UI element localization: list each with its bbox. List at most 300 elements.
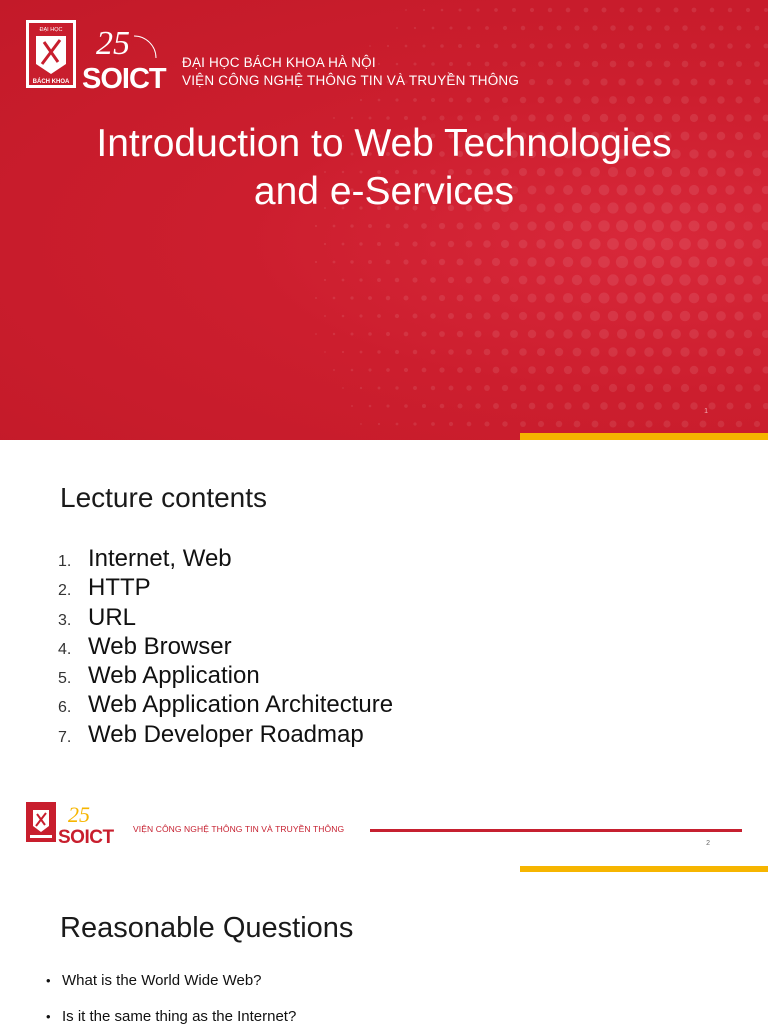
decoration-dot	[663, 96, 671, 104]
decoration-dot	[459, 9, 462, 12]
decoration-dot	[492, 294, 500, 302]
decoration-dot	[457, 331, 463, 337]
decoration-dot	[483, 312, 490, 319]
decoration-dot	[584, 8, 589, 13]
decoration-dot	[369, 405, 372, 408]
decoration-dot	[423, 9, 425, 11]
decoration-dot	[645, 96, 653, 104]
decoration-dot	[708, 402, 715, 409]
institute-name: VIỆN CÔNG NGHỆ THÔNG TIN VÀ TRUYỀN THÔNG	[182, 73, 520, 88]
decoration-dot	[378, 63, 380, 65]
decoration-dot	[672, 366, 681, 375]
decoration-dot	[754, 97, 761, 104]
decoration-dot	[412, 277, 417, 282]
page-number: 1	[704, 408, 708, 415]
decoration-dot	[501, 348, 508, 355]
decoration-dot	[527, 293, 536, 302]
decoration-dot	[387, 45, 389, 47]
footer-institute-name: VIỆN CÔNG NGHỆ THÔNG TIN VÀ TRUYỀN THÔNG	[133, 824, 345, 834]
decoration-dot	[430, 313, 435, 318]
decoration-dot	[342, 243, 345, 246]
decoration-dot	[359, 278, 362, 281]
decoration-dot	[609, 96, 617, 104]
bullet-icon: •	[46, 1009, 51, 1024]
decoration-dot	[502, 61, 507, 66]
decoration-dot	[377, 314, 381, 318]
decoration-dot	[467, 26, 470, 29]
decoration-dot	[528, 330, 536, 338]
decoration-dot	[421, 223, 427, 229]
decoration-dot	[762, 330, 768, 338]
decoration-dot	[736, 25, 741, 30]
decoration-dot	[441, 9, 444, 12]
decoration-dot	[743, 293, 752, 302]
decoration-dot	[421, 259, 427, 265]
list-item: 3. URL	[58, 603, 137, 631]
decoration-dot	[690, 402, 698, 410]
decoration-dot	[492, 258, 500, 266]
decoration-dot	[342, 315, 345, 318]
decoration-dot	[583, 43, 589, 49]
decoration-dot	[476, 8, 479, 11]
decoration-dot	[628, 25, 634, 31]
decoration-dot	[762, 258, 768, 267]
decoration-dot	[592, 25, 597, 30]
decoration-dot	[476, 44, 480, 48]
svg-text:SOICT: SOICT	[58, 827, 114, 846]
decoration-dot	[466, 385, 471, 390]
decoration-dot	[545, 221, 555, 231]
decoration-dot	[591, 384, 599, 392]
decoration-dot	[510, 366, 517, 373]
decoration-dot	[563, 257, 574, 268]
decoration-dot	[467, 62, 471, 66]
decoration-dot	[690, 366, 699, 375]
decoration-dot	[536, 275, 545, 284]
decoration-dot	[439, 259, 445, 265]
decoration-dot	[656, 8, 661, 13]
decoration-dot	[564, 366, 572, 374]
decoration-dot	[457, 367, 463, 373]
decoration-dot	[601, 43, 607, 49]
decoration-dot	[386, 368, 390, 372]
decoration-dot	[590, 311, 600, 321]
decoration-dot	[726, 366, 734, 374]
decoration-dot	[600, 78, 607, 85]
university-name: ĐẠI HỌC BÁCH KHOA HÀ NỘI	[182, 55, 376, 70]
decoration-dot	[457, 259, 464, 266]
decoration-dot	[556, 25, 561, 30]
decoration-dot	[572, 275, 582, 285]
decoration-dot	[688, 220, 699, 231]
decoration-dot	[582, 402, 590, 410]
decoration-dot	[538, 97, 545, 104]
accent-stripe	[520, 433, 768, 440]
decoration-dot	[351, 117, 353, 119]
decoration-dot	[521, 26, 526, 31]
decoration-dot	[528, 366, 536, 374]
decoration-dot	[422, 368, 427, 373]
decoration-dot	[599, 329, 609, 339]
decoration-dot	[607, 238, 619, 250]
decoration-dot	[368, 368, 371, 371]
decoration-dot	[360, 387, 362, 389]
decoration-dot	[333, 225, 336, 228]
decoration-dot	[555, 96, 562, 103]
decoration-dot	[727, 79, 734, 86]
decoration-dot	[708, 366, 716, 374]
decoration-dot	[592, 61, 599, 68]
decoration-dot	[324, 279, 326, 281]
decoration-dot	[395, 278, 400, 283]
decoration-dot	[634, 256, 647, 269]
decoration-dot	[616, 292, 627, 303]
decoration-dot	[350, 224, 353, 227]
decoration-dot	[537, 384, 544, 391]
decoration-dot	[474, 258, 482, 266]
lecture-contents-slide	[0, 440, 768, 870]
decoration-dot	[591, 96, 599, 104]
decoration-dot	[484, 421, 489, 426]
decoration-dot	[688, 256, 699, 267]
decoration-dot	[386, 296, 390, 300]
decoration-dot	[655, 43, 661, 49]
decoration-dot	[502, 421, 507, 426]
reasonable-questions-slide	[0, 872, 768, 1024]
decoration-dot	[717, 96, 724, 103]
decoration-dot	[378, 387, 381, 390]
decoration-dot	[590, 275, 601, 286]
decoration-dot	[697, 238, 708, 249]
decoration-dot	[457, 403, 462, 408]
decoration-dot	[474, 294, 481, 301]
decoration-dot	[529, 79, 535, 85]
decoration-dot	[555, 348, 563, 356]
decoration-dot	[547, 79, 554, 86]
decoration-dot	[368, 332, 372, 336]
decoration-dot	[566, 8, 571, 13]
decoration-dot	[680, 347, 689, 356]
decoration-dot	[556, 421, 562, 427]
decoration-dot	[378, 423, 380, 425]
decoration-dot	[492, 330, 499, 337]
decoration-dot	[726, 330, 735, 339]
decoration-dot	[555, 384, 563, 392]
decoration-dot	[609, 384, 617, 392]
decoration-dot	[689, 293, 700, 304]
decoration-dot	[654, 402, 662, 410]
decoration-dot	[448, 277, 454, 283]
decoration-dot	[717, 348, 726, 357]
decoration-dot	[643, 238, 656, 251]
decoration-dot	[725, 257, 735, 267]
decoration-dot	[574, 25, 579, 30]
decoration-dot	[439, 295, 445, 301]
slide-title	[0, 120, 768, 216]
decoration-dot	[636, 78, 643, 85]
decoration-dot	[439, 223, 445, 229]
decoration-dot	[681, 96, 689, 104]
decoration-dot	[734, 311, 743, 320]
decoration-dot	[764, 44, 768, 49]
decoration-dot	[754, 61, 760, 67]
decoration-dot	[413, 314, 418, 319]
contents-list	[58, 545, 393, 750]
decoration-dot	[510, 258, 519, 267]
decoration-dot	[494, 8, 498, 12]
decoration-dot	[386, 260, 391, 265]
decoration-dot	[753, 384, 760, 391]
decoration-dot	[449, 386, 454, 391]
decoration-dot	[519, 240, 528, 249]
decoration-dot	[342, 351, 344, 353]
decoration-dot	[519, 312, 527, 320]
decoration-dot	[377, 278, 381, 282]
decoration-dot	[556, 61, 562, 67]
decoration-dot	[682, 61, 689, 68]
list-item: • What is the World Wide Web?	[46, 972, 262, 989]
decoration-dot	[610, 61, 617, 68]
questions-list	[46, 972, 296, 1024]
decoration-dot	[744, 366, 752, 374]
decoration-dot	[466, 313, 473, 320]
decoration-dot	[501, 276, 509, 284]
decoration-dot	[395, 98, 398, 101]
decoration-dot	[710, 8, 715, 13]
decoration-dot	[360, 351, 363, 354]
decoration-dot	[315, 333, 317, 335]
decoration-dot	[652, 292, 663, 303]
decoration-dot	[735, 96, 742, 103]
decoration-dot	[580, 256, 591, 267]
decoration-dot	[716, 275, 726, 285]
decoration-dot	[754, 421, 760, 427]
decoration-dot	[627, 96, 635, 104]
decoration-dot	[592, 421, 599, 428]
decoration-dot	[431, 98, 435, 102]
decoration-dot	[413, 98, 417, 102]
decoration-dot	[467, 422, 472, 427]
decoration-dot	[529, 403, 536, 410]
decoration-dot	[698, 275, 709, 286]
decoration-dot	[564, 402, 571, 409]
decoration-dot	[527, 257, 536, 266]
decoration-dot	[582, 78, 589, 85]
decoration-dot	[716, 311, 726, 321]
decoration-dot	[572, 239, 583, 250]
decoration-dot	[412, 241, 417, 246]
decoration-dot	[637, 43, 643, 49]
decoration-dot	[511, 403, 517, 409]
decoration-dot	[753, 312, 762, 321]
decoration-dot	[512, 44, 517, 49]
decoration-dot	[752, 275, 761, 284]
decoration-dot	[709, 43, 715, 49]
decoration-dot	[405, 9, 407, 11]
decoration-dot	[342, 387, 344, 389]
decoration-dot	[746, 8, 750, 12]
decoration-dot	[350, 260, 353, 263]
decoration-dot	[548, 8, 552, 12]
decoration-dot	[520, 385, 527, 392]
decoration-dot	[590, 347, 599, 356]
decoration-dot	[618, 402, 626, 410]
decoration-dot	[440, 404, 445, 409]
decoration-dot	[413, 350, 418, 355]
decoration-dot	[638, 8, 643, 13]
decoration-dot	[493, 403, 499, 409]
decoration-dot	[743, 221, 752, 230]
decoration-dot	[484, 349, 491, 356]
decoration-dot	[492, 222, 500, 230]
decoration-dot	[762, 294, 768, 303]
decoration-dot	[359, 314, 362, 317]
decoration-dot	[573, 348, 582, 357]
decoration-dot	[475, 367, 481, 373]
decoration-dot	[333, 261, 336, 264]
list-item: • Is it the same thing as the Internet?	[46, 1008, 297, 1024]
svg-text:25: 25	[68, 802, 90, 827]
decoration-dot	[698, 311, 708, 321]
decoration-dot	[645, 420, 652, 427]
decoration-dot	[636, 366, 645, 375]
decoration-dot	[315, 297, 317, 299]
decoration-dot	[610, 25, 616, 31]
decoration-dot	[563, 221, 573, 231]
decoration-dot	[646, 61, 653, 68]
decoration-dot	[680, 311, 691, 322]
decoration-dot	[432, 27, 435, 30]
decoration-dot	[725, 293, 735, 303]
decoration-dot	[574, 61, 580, 67]
decoration-dot	[646, 25, 652, 31]
decoration-dot	[422, 44, 425, 47]
decoration-dot	[699, 96, 707, 104]
decoration-dot	[698, 347, 707, 356]
decoration-dot	[764, 8, 768, 12]
decoration-dot	[654, 78, 661, 85]
decoration-dot	[662, 311, 673, 322]
decoration-dot	[431, 62, 435, 66]
bach-khoa-logo-icon	[26, 20, 76, 88]
decoration-dot	[536, 239, 545, 248]
decoration-dot	[663, 420, 670, 427]
decoration-dot	[609, 420, 616, 427]
decoration-dot	[527, 221, 536, 230]
decoration-dot	[405, 45, 408, 48]
list-item: 4. Web Browser	[58, 632, 232, 660]
decoration-dot	[545, 293, 555, 303]
svg-text:ĐẠI HỌC: ĐẠI HỌC	[39, 27, 63, 33]
decoration-dot	[627, 384, 635, 392]
decoration-dot	[707, 257, 718, 268]
decoration-dot	[368, 296, 372, 300]
decoration-dot	[475, 403, 481, 409]
decoration-dot	[625, 274, 637, 286]
decoration-dot	[617, 329, 627, 339]
decoration-dot	[546, 366, 554, 374]
decoration-dot	[763, 403, 768, 409]
decoration-dot	[664, 25, 670, 31]
decoration-dot	[691, 43, 697, 49]
title-slide	[0, 0, 768, 440]
decoration-dot	[324, 351, 326, 353]
decoration-dot	[377, 242, 381, 246]
decoration-dot	[403, 259, 408, 264]
decoration-dot	[554, 311, 563, 320]
decoration-dot	[368, 260, 372, 264]
decoration-dot	[545, 257, 555, 267]
decoration-dot	[377, 350, 380, 353]
decoration-dot	[510, 222, 519, 231]
decoration-dot	[485, 62, 490, 67]
decoration-dot	[728, 8, 732, 12]
decoration-dot	[672, 78, 679, 85]
decoration-dot	[736, 61, 742, 67]
decoration-dot	[519, 276, 528, 285]
decoration-dot	[466, 349, 472, 355]
decoration-dot	[762, 222, 768, 231]
decoration-dot	[539, 26, 544, 31]
decoration-dot	[404, 404, 408, 408]
soict-25-logo-icon	[58, 802, 124, 846]
decoration-dot	[699, 384, 707, 392]
decoration-dot	[324, 243, 326, 245]
decoration-dot	[359, 242, 362, 245]
decoration-dot	[378, 99, 381, 102]
decoration-dot	[565, 79, 572, 86]
decoration-dot	[538, 421, 544, 427]
decoration-dot	[580, 220, 591, 231]
decoration-dot	[484, 385, 490, 391]
decoration-dot	[520, 97, 526, 103]
decoration-dot	[501, 240, 509, 248]
decoration-dot	[574, 421, 581, 428]
svg-text:25: 25	[96, 25, 130, 62]
decoration-dot	[755, 26, 760, 31]
decoration-dot	[315, 261, 317, 263]
decoration-dot	[620, 8, 625, 13]
decoration-dot	[333, 333, 335, 335]
decoration-dot	[530, 8, 534, 12]
decoration-dot	[581, 293, 592, 304]
decoration-dot	[671, 329, 681, 339]
decoration-dot	[510, 294, 519, 303]
decoration-dot	[538, 61, 544, 67]
decoration-dot	[635, 329, 645, 339]
decoration-dot	[439, 331, 445, 337]
decoration-dot	[360, 99, 362, 101]
footer-divider	[370, 829, 742, 832]
decoration-dot	[396, 63, 399, 66]
decoration-dot	[589, 238, 600, 249]
decoration-dot	[718, 25, 723, 30]
decoration-dot	[483, 276, 491, 284]
decoration-dot	[484, 97, 490, 103]
decoration-dot	[547, 403, 554, 410]
decoration-dot	[403, 295, 408, 300]
slide-title-line-1: Introduction to Web Technologies	[96, 122, 672, 165]
decoration-dot	[333, 369, 335, 371]
decoration-dot	[654, 366, 663, 375]
decoration-dot	[673, 43, 679, 49]
slide-title-line-2: and e-Services	[253, 170, 515, 213]
decoration-dot	[547, 43, 553, 49]
decoration-dot	[449, 98, 454, 103]
decoration-dot	[466, 277, 473, 284]
decoration-dot	[421, 331, 426, 336]
decoration-dot	[690, 78, 697, 85]
